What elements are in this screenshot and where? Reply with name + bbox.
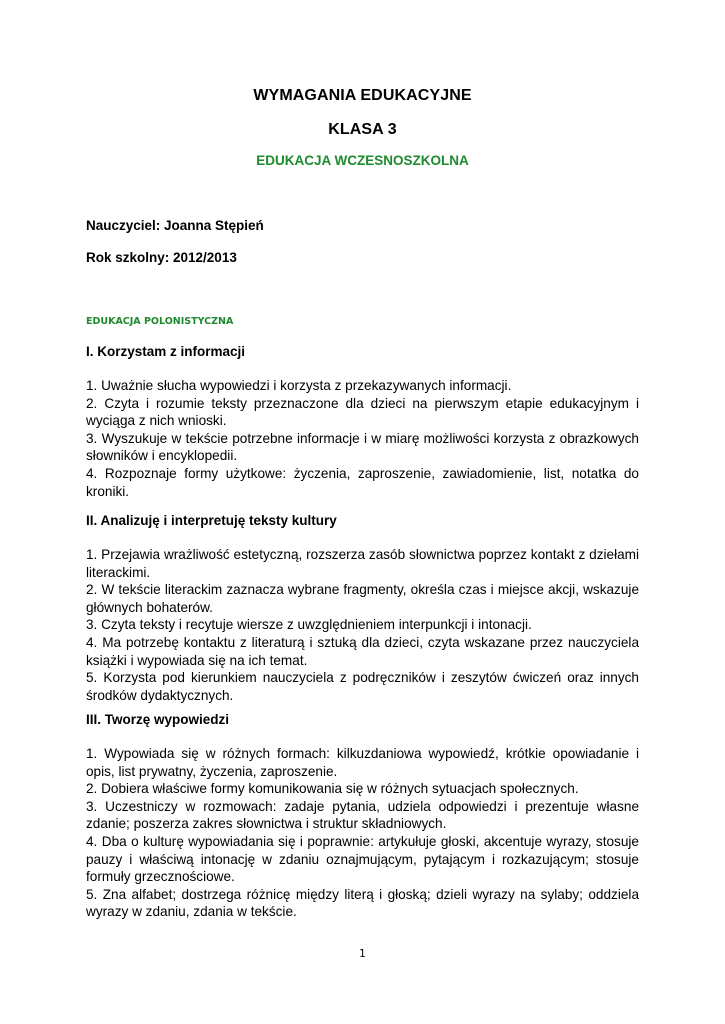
list-item: 3. Wyszukuje w tekście potrzebne informacje i w miarę możliwości korzysta z obrazkowych słowników i encyklopedii. — [86, 430, 639, 464]
list-item: 4. Rozpoznaje formy użytkowe: życzenia, zaproszenie, zawiadomienie, list, notatka do kroniki. — [86, 465, 639, 499]
list-item: 1. Wypowiada się w różnych formach: kilkuzdaniowa wypowiedź, krótkie opowiadanie i opis, list prywatny, życzenia, zaproszenie. — [86, 746, 639, 779]
list-item: 2. W tekście literackim zaznacza wybrane fragmenty, określa czas i miejsce akcji, wskazuje głównych bohaterów. — [86, 582, 639, 615]
list-item: 3. Czyta teksty i recytuje wiersze z uwzględnieniem interpunkcji i intonacji. — [86, 617, 532, 633]
section-2-list — [86, 546, 639, 704]
list-item: 1. Uważnie słucha wypowiedzi i korzysta z przekazywanych informacji. — [86, 378, 512, 393]
list-item: 3. Uczestniczy w rozmowach: zadaje pytania, udziela odpowiedzi i prezentuje własne zdanie; poszerza zakres słownictwa i struktur składniowych. — [86, 798, 639, 832]
list-item: 5. Korzysta pod kierunkiem nauczyciela z podręczników i zeszytów ćwiczeń oraz innych środków dydaktycznych. — [86, 670, 639, 703]
list-item: 2. Dobiera właściwe formy komunikowania się w różnych sytuacjach społecznych. — [86, 781, 579, 797]
school-year-line: Rok szkolny: 2012/2013 — [86, 250, 237, 265]
document-page — [86, 0, 639, 1024]
page-number: 1 — [359, 948, 366, 960]
teacher-line: Nauczyciel: Joanna Stępień — [86, 218, 264, 233]
list-item: 1. Przejawia wrażliwość estetyczną, rozszerza zasób słownictwa poprzez kontakt z dziełami literackimi. — [86, 547, 639, 580]
section-heading-3: III. Tworzę wypowiedzi — [86, 712, 230, 727]
section-3-list — [86, 745, 639, 921]
list-item: 4. Dba o kulturę wypowiadania się i poprawnie: artykułuje głoski, akcentuje wyrazy, stosuje pauzy i właściwą intonację w zdaniu oznajmującym, pytającym i rozkazującym; stosuje formuły grzecznościowe. — [86, 833, 639, 885]
list-item: 2. Czyta i rozumie teksty przeznaczone dla dzieci na pierwszym etapie edukacyjnym i wyciąga z nich wnioski. — [86, 395, 639, 429]
class-label: KLASA 3 — [328, 121, 397, 138]
document-title: WYMAGANIA EDUKACYJNE — [253, 87, 472, 104]
list-item: 4. Ma potrzebę kontaktu z literaturą i sztuką dla dzieci, czyta wskazane przez nauczyciela książki i wypowiada się na ich temat. — [86, 634, 639, 668]
section-heading-2: II. Analizuję i interpretuję teksty kultury — [86, 513, 337, 528]
section-heading-1: I. Korzystam z informacji — [86, 344, 246, 359]
list-item: 5. Zna alfabet; dostrzega różnicę między literą i głoską; dzieli wyrazy na sylaby; oddziela wyrazy w zdaniu, zdania w tekście. — [86, 886, 639, 920]
section-label: EDUKACJA POLONISTYCZNA — [86, 316, 234, 327]
section-1-list — [86, 377, 639, 500]
document-subtitle: EDUKACJA WCZESNOSZKOLNA — [256, 153, 469, 168]
